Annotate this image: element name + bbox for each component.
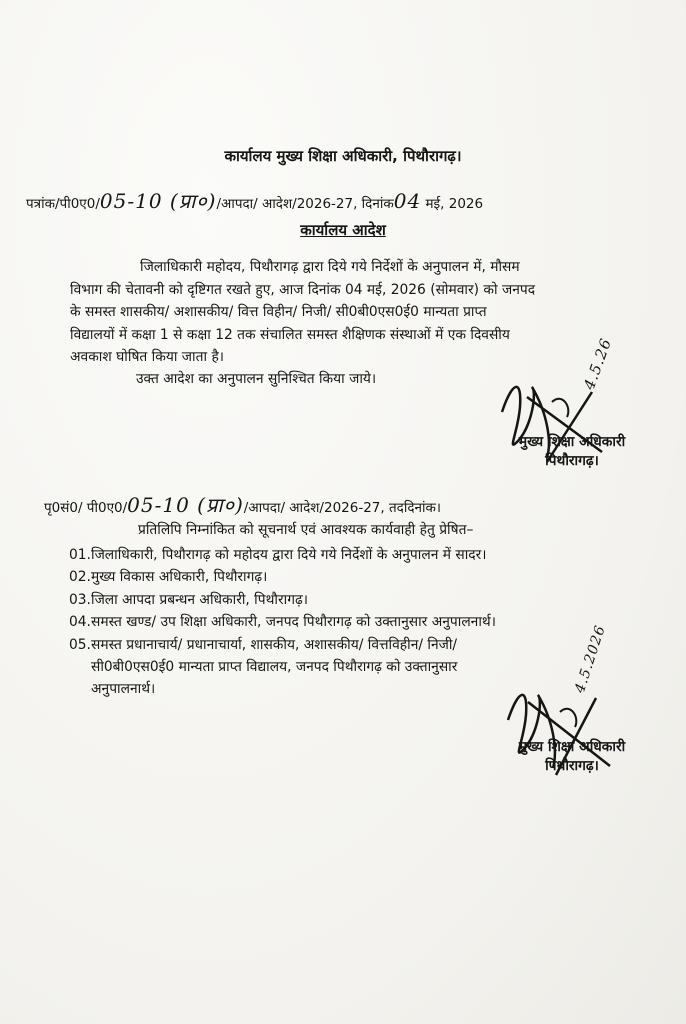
item-text: जिलाधिकारी, पिथौरागढ़ को महोदय द्वारा दिये गये निर्देशों के अनुपालन में सादर। bbox=[91, 547, 487, 563]
order-body bbox=[70, 256, 648, 369]
body-line: के समस्त शासकीय/ अशासकीय/ वित्त विहीन/ निजी/ सी0बी0एस0ई0 मान्यता प्राप्त bbox=[70, 304, 487, 320]
item-number: 05. bbox=[69, 636, 91, 653]
recipient-list bbox=[69, 544, 649, 701]
list-item bbox=[69, 611, 649, 633]
item-number: 03. bbox=[69, 591, 91, 608]
item-number: 02. bbox=[69, 569, 91, 586]
item-text: समस्त प्रधानाचार्य/ प्रधानाचार्या, शासकीय, अशासकीय/ वित्तविहीन/ निजी/ bbox=[91, 636, 458, 653]
item-text: समस्त खण्ड/ उप शिक्षा अधिकारी, जनपद पिथौरागढ़ को उक्तानुसार अनुपालनार्थ। bbox=[91, 614, 496, 631]
copy-intro: प्रतिलिपि निम्नांकित को सूचनार्थ एवं आवश्यक कार्यवाही हेतु प्रेषित– bbox=[138, 522, 474, 538]
signatory-place: पिथौरागढ़। bbox=[545, 758, 599, 774]
signature-date-1: 4.5.26 bbox=[580, 335, 616, 393]
signature-block-1 bbox=[492, 432, 652, 470]
signatory-title: मुख्य शिक्षा अधिकारी bbox=[518, 739, 626, 755]
signatory-place: पिथौरागढ़। bbox=[545, 453, 599, 469]
copy-reference-line bbox=[44, 491, 441, 518]
body-line: अवकाश घोषित किया जाता है। bbox=[70, 349, 224, 365]
copy-reference-prefix: पृ0सं0/ पी0ए0/ bbox=[44, 500, 128, 516]
signature-block-2 bbox=[492, 737, 652, 775]
item-number: 01. bbox=[69, 547, 91, 563]
body-line: विद्यालयों में कक्षा 1 से कक्षा 12 तक संचालित समस्त शैक्षिणक संस्थाओं में एक दिवसीय bbox=[70, 326, 510, 343]
body-line: जिलाधिकारी महोदय, पिथौरागढ़ द्वारा दिये गये निर्देशों के अनुपालन में, मौसम bbox=[140, 259, 520, 275]
item-text-continued: सी0बी0एस0ई0 मान्यता प्राप्त विद्यालय, जनपद पिथौरागढ़ को उक्तानुसार bbox=[91, 659, 458, 676]
reference-suffix: /आपदा/ आदेश/2026-27, दिनांक bbox=[216, 196, 394, 212]
item-text: मुख्य विकास अधिकारी, पिथौरागढ़। bbox=[91, 569, 268, 586]
order-heading: कार्यालय आदेश bbox=[300, 221, 386, 239]
body-line: विभाग की चेतावनी को दृष्टिगत रखते हुए, आज दिनांक 04 मई, 2026 (सोमवार) को जनपद bbox=[70, 281, 536, 298]
handwritten-date: 04 bbox=[393, 189, 422, 213]
copy-reference-suffix: /आपदा/ आदेश/2026-27, तददिनांक। bbox=[243, 500, 441, 516]
handwritten-reference: 05-10 (प्रा०) bbox=[99, 189, 217, 213]
compliance-line: उक्त आदेश का अनुपालन सुनिश्चित किया जाये। bbox=[136, 371, 377, 387]
item-text-continued: अनुपालनार्थ। bbox=[91, 681, 156, 698]
list-item bbox=[69, 589, 649, 611]
copy-handwritten-reference: 05-10 (प्रा०) bbox=[127, 493, 244, 517]
list-item bbox=[69, 566, 649, 588]
item-number: 04. bbox=[69, 614, 91, 631]
signatory-title: मुख्य शिक्षा अधिकारी bbox=[518, 434, 626, 450]
reference-prefix: पत्रांक/पी0ए0/ bbox=[26, 196, 100, 212]
item-text: जिला आपदा प्रबन्धन अधिकारी, पिथौरागढ़। bbox=[91, 591, 308, 608]
office-title: कार्यालय मुख्य शिक्षा अधिकारी, पिथौरागढ़। bbox=[224, 147, 462, 165]
list-item bbox=[69, 544, 649, 566]
reference-number-line bbox=[26, 187, 483, 214]
reference-date-suffix: मई, 2026 bbox=[425, 196, 484, 212]
list-item bbox=[69, 634, 649, 656]
signature-date-2: 4.5.2026 bbox=[572, 623, 609, 695]
